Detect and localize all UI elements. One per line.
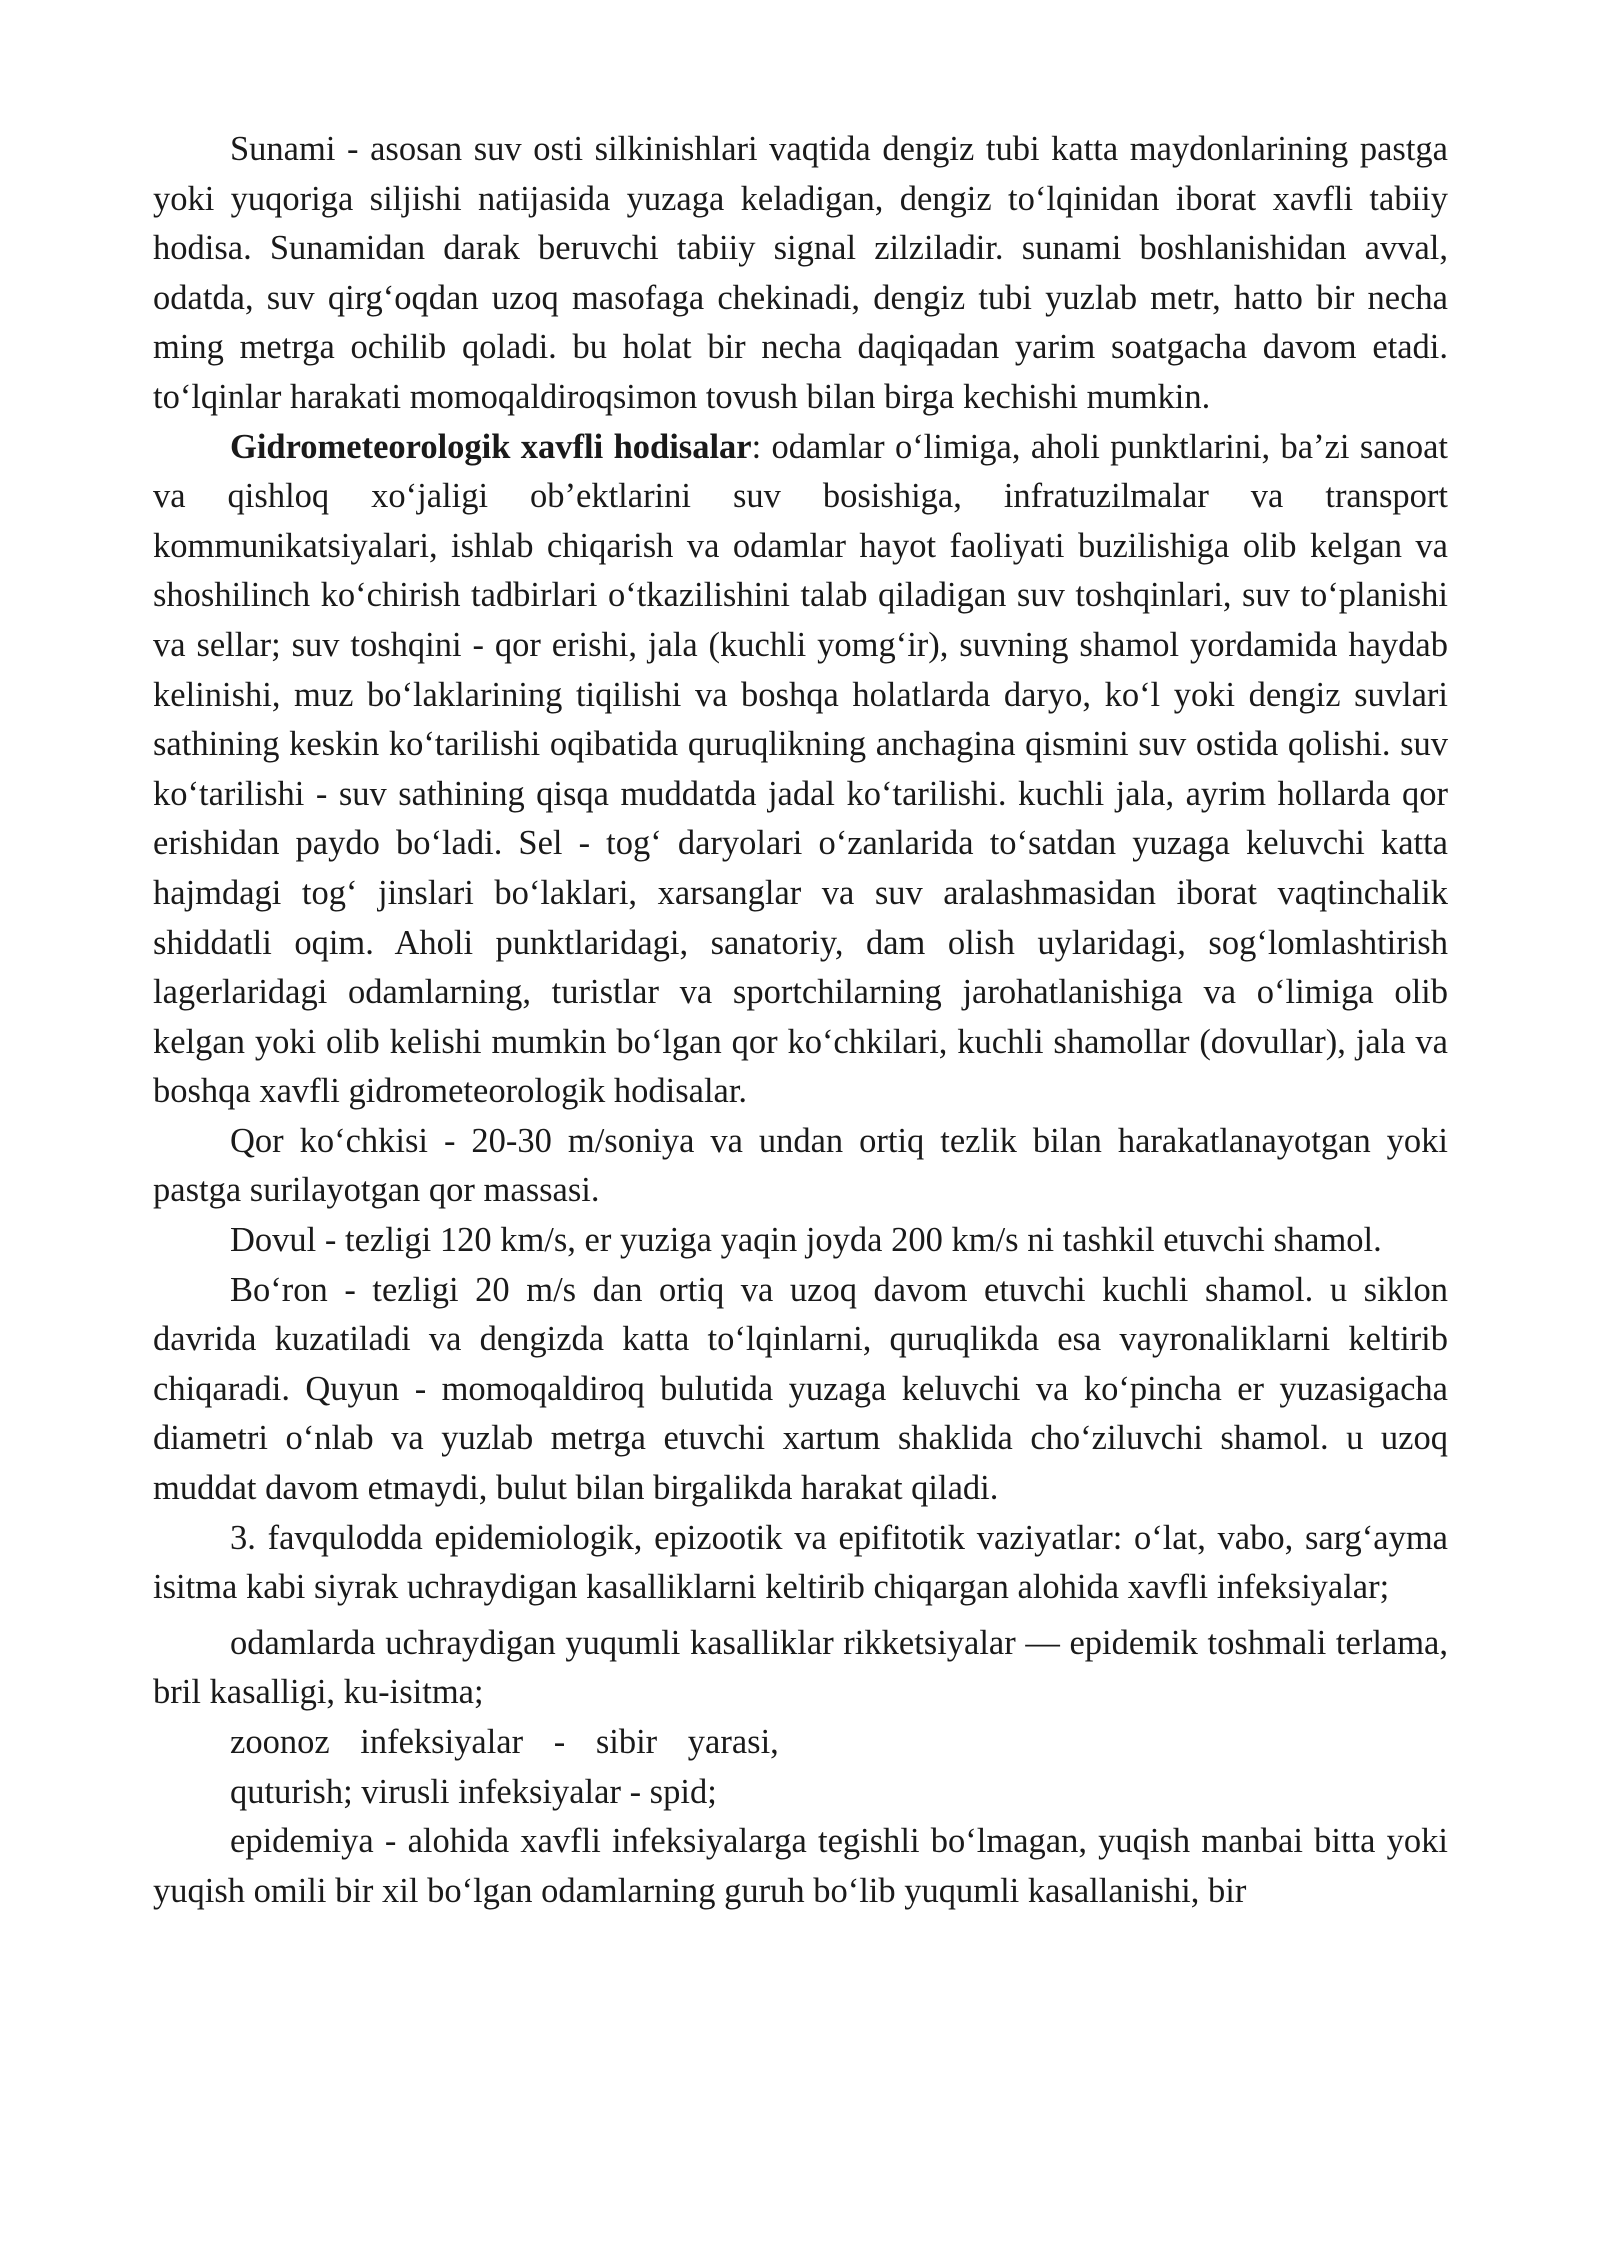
paragraph-zoonoses: zoonoz infeksiyalar - sibir yarasi, [230,1723,779,1761]
paragraph-rabies-viral: quturish; virusli infeksiyalar - spid; [230,1772,717,1811]
paragraph-sunami: Sunami - asosan suv osti silkinishlari vaqtida dengiz tubi katta maydonlarining pastga yoki yuqoriga siljishi natijasida yuzaga keladigan, dengiz toʻlqinidan iborat xavfli tabiiy hodisa. Sunamidan darak beruvchi tabiiy signal zilziladir. sunami boshlanishidan avval, odatda, suv qirgʻoqdan uzoq masofaga chekinadi, dengiz tubi yuzlab metr, hatto bir necha ming metrga ochilib qoladi. bu holat bir necha daqiqadan yarim soatgacha davom etadi. toʻlqinlar harakati momoqaldiroqsimon tovush bilan birga kechishi mumkin. [153,130,1448,416]
paragraph-hurricane: Dovul - tezligi 120 km/s, er yuziga yaqin joyda 200 km/s ni tashkil etuvchi shamol. [230,1221,1382,1260]
paragraph-epidemiological-situations: 3. favqulodda epidemiologik, epizootik va epifitotik vaziyatlar: oʻlat, vabo, sargʻayma isitma kabi siyrak uchraydigan kasalliklarni keltirib chiqargan alohida xavfli infeksiyalar; [153,1518,1448,1607]
paragraph-storm: Boʻron - tezligi 20 m/s dan ortiq va uzoq davom etuvchi kuchli shamol. u siklon davrida kuzatiladi va dengizda katta toʻlqinlarni, quruqlikda esa vayronaliklarni keltirib chiqaradi. Quyun - momoqaldiroq bulutida yuzaga keluvchi va koʻpincha er yuzasigacha diametri oʻnlab va yuzlab metrga etuvchi xartum shaklida choʻziluvchi shamol. u uzoq muddat davom etmaydi, bulut bilan birgalikda harakat qiladi. [153,1270,1448,1508]
paragraph-hydrometeorological-text: : odamlar oʻlimiga, aholi punktlarini, baʼzi sanoat va qishloq xoʻjaligi obʼektlarini suv bosishiga, infratuzilmalar va transport kommunikatsiyalari, ishlab chiqarish va odamlar hayot faoliyati buzilishiga olib kelgan va shoshilinch koʻchirish tadbirlari oʻtkazilishini talab qiladigan suv toshqinlari, suv toʻplanishi va sellar; suv toshqini - qor erishi, jala (kuchli yomgʻir), suvning shamol yordamida haydab kelinishi, muz boʻlaklarining tiqilishi va boshqa holatlarda daryo, koʻl yoki dengiz suvlari sathining keskin koʻtarilishi oqibatida quruqlikning anchagina qismini suv ostida qolishi. suv koʻtarilishi - suv sathining qisqa muddatda jadal koʻtarilishi. kuchli jala, ayrim hollarda qor erishidan paydo boʻladi. Sel - togʻ daryolari oʻzanlarida toʻsatdan yuzaga keluvchi katta hajmdagi togʻ jinslari boʻlaklari, xarsanglar va suv aralashmasidan iborat vaqtinchalik shiddatli oqim. Aholi punktlaridagi, sanatoriy, dam olish uylaridagi, sogʻlomlashtirish lagerlaridagi odamlarning, turistlar va sportchilarning jarohatlanishiga va oʻlimiga olib kelgan yoki olib kelishi mumkin boʻlgan qor koʻchkilari, kuchli shamollar (dovullar), jala va boshqa xavfli gidrometeorologik hodisalar. [153,427,1448,1111]
heading-hydrometeorological: Gidrometeorologik xavfli hodisalar [230,427,752,466]
paragraph-hydrometeorological [153,423,1448,1117]
paragraph-epidemic: epidemiya - alohida xavfli infeksiyalarga tegishli boʻlmagan, yuqish manbai bitta yoki yuqish omili bir xil boʻlgan odamlarning guruh boʻlib yuqumli kasallanishi, bir [153,1822,1448,1910]
document-page [153,125,1448,1916]
paragraph-avalanche: Qor koʻchkisi - 20-30 m/soniya va undan ortiq tezlik bilan harakatlanayotgan yoki pastga surilayotgan qor massasi. [153,1121,1448,1210]
paragraph-rickettsial-diseases: odamlarda uchraydigan yuqumli kasalliklar rikketsiyalar — epidemik toshmali terlama, bril kasalligi, ku-isitma; [153,1623,1448,1712]
